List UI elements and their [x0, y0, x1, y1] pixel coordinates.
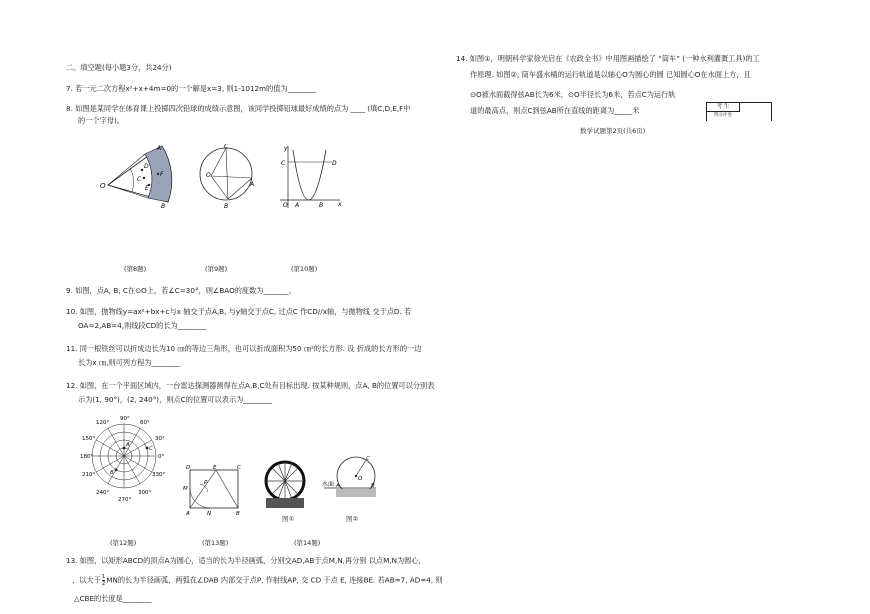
label-p13: P [204, 480, 208, 486]
label-90: 90° [120, 416, 130, 422]
label-30: 30° [155, 436, 165, 442]
page-footer: 数学试题第2页(共6页) [580, 127, 646, 135]
label-c10: C [281, 160, 286, 167]
label-120: 120° [96, 420, 110, 426]
caption-fig14: (第14题) [294, 539, 321, 547]
section-heading: 二、填空题(每小题3分，共24分) [66, 63, 172, 72]
question-8-line2: 的一个字母)。 [78, 116, 124, 125]
label-a: A [157, 145, 162, 152]
label-210: 210° [82, 472, 96, 478]
label-n13: N [207, 511, 212, 516]
label-c14: C [366, 456, 370, 462]
label-o: O [100, 182, 106, 190]
label-a13: A [186, 511, 190, 516]
fraction-numerator: 1 [101, 574, 106, 580]
question-13-line3: △CBE的长度是________ [74, 594, 152, 603]
label-300: 300° [138, 490, 152, 496]
label-0: 0° [158, 454, 165, 460]
label-270: 270° [118, 497, 132, 503]
question-8-line1: 8. 如图是某同学在体育课上投掷四次铅球的成绩示意图，该同学投掷铅球最好成绩的点为 ____ (填C,D,E,F中 [66, 104, 411, 113]
label-b9: B [224, 203, 229, 210]
caption-fig12: (第12题) [110, 539, 137, 547]
question-7: 7. 若一元二次方程x²+x+4m=0的一个解是x=3, 则1-1012m的值为________ [66, 84, 317, 93]
question-13-line1: 13. 如图，以矩形ABCD的顶点A为圆心，适当的长为半径画弧，分别交AD,AB于点M,N,再分别 以点M,N为圆心， [66, 556, 426, 565]
label-o10: O [283, 202, 288, 209]
figure-13 [180, 464, 244, 516]
question-13-line2 [72, 574, 443, 587]
question-11-line1: 11. 同一根铁丝可以折成边长为10 ㎝的等边三角形，也可以折成面积为50 ㎝²的长方形. 设 折成的长方形的一边 [66, 344, 422, 353]
label-c13: C [237, 465, 241, 471]
question-11-line2: 长为x ㎝,则可列方程为________ [78, 358, 181, 367]
label-150: 150° [82, 436, 96, 442]
label-m13: M [183, 486, 188, 492]
fraction-denominator: 2 [101, 581, 106, 587]
label-water: 水面 [322, 481, 335, 488]
question-14-line4: 道的最高点，则点C到弦AB所在直线的距离为_____米 [470, 106, 640, 115]
label-e: E [145, 185, 149, 192]
label-a12: A [126, 442, 130, 448]
label-b12: B [110, 470, 114, 476]
label-d10: D [332, 160, 337, 167]
label-b13: B [236, 511, 240, 516]
label-b14: B [371, 483, 375, 489]
label-o14: O [358, 476, 363, 482]
question-14-line1: 14. 如图①，明朝科学家徐光启在《农政全书》中用图画描绘了 “筒车” (一种水利灌溉工具)的工 [456, 54, 760, 63]
question-9: 9. 如图，点A, B, C在⊙O上，若∠C=30°，则∠BAO的度数为_______。 [66, 286, 296, 295]
label-c12: C [149, 446, 153, 452]
caption-fig14a: 图① [282, 515, 295, 523]
label-f: F [160, 171, 164, 178]
label-o9: O [206, 172, 211, 179]
figure-9 [196, 144, 256, 210]
caption-fig10: (第10题) [291, 265, 318, 273]
caption-fig9: (第9题) [205, 265, 228, 273]
score-box [706, 102, 772, 121]
fraction-half [102, 574, 106, 587]
question-10-line1: 10. 如图，抛物线y=ax²+bx+c与x 轴交于点A,B, 与y轴交于点C, 过点C 作CD//x轴，与抛物线 交于点D. 若 [66, 307, 412, 316]
question-10-line2: OA=2,AB=4,则线段CD的长为________ [78, 321, 207, 330]
label-a14: A [336, 483, 340, 489]
label-d13: D [186, 465, 191, 471]
score-box-label: 考 生 [707, 103, 740, 112]
caption-fig14b: 图② [346, 515, 359, 523]
label-e13: E [213, 465, 217, 471]
label-a10: A [295, 202, 300, 209]
question-12-line2: 示为(1, 90°)，(2, 240°)，则点C的位置可以表示为________ [78, 395, 272, 404]
question-13-line2-end: MN的长为半径画弧，两弧在∠DAB 内部交于点P, 作射线AP, 交 CD 于点 E, 连接BE. 若AB=7, AD=4, 则 [106, 575, 443, 585]
label-240: 240° [96, 490, 110, 496]
label-60: 60° [140, 420, 150, 426]
figure-14-waterwheel [262, 458, 308, 510]
score-box-sub: 得分评卷 [714, 113, 732, 118]
question-13-line2-start: ，以大于 [72, 575, 101, 585]
question-12-line1: 12. 如图，在一个平面区域内，一台雷达探测器测得在点A,B,C处有目标出现. 按某种规则，点A, B的位置可以分别表 [66, 381, 435, 390]
figure-14-diagram [322, 452, 378, 512]
label-c9: C [224, 144, 229, 150]
question-14-line2: 作原理. 如图②, 筒车盛水桶的运行轨道是以轴心O为圆心的圆 已知圆心O在水面上方，且 [470, 70, 751, 79]
question-14-line3: ⊙O被水面截得弦AB长为6米，⊙O半径长为6米，若点C为运行轨 [470, 90, 676, 99]
label-180: 180° [80, 454, 94, 460]
caption-fig8: (第8题) [124, 265, 147, 273]
label-b10: B [319, 202, 324, 209]
label-x: x [338, 201, 342, 208]
figure-10 [276, 144, 342, 210]
caption-fig13: (第13题) [202, 539, 229, 547]
label-b: B [161, 203, 166, 210]
label-330: 330° [152, 472, 166, 478]
figure-8 [100, 140, 195, 210]
label-a9: A [250, 181, 255, 188]
label-c: C [137, 176, 142, 183]
figure-12 [80, 412, 172, 504]
label-d: D [144, 163, 149, 170]
label-y: y [284, 145, 288, 152]
